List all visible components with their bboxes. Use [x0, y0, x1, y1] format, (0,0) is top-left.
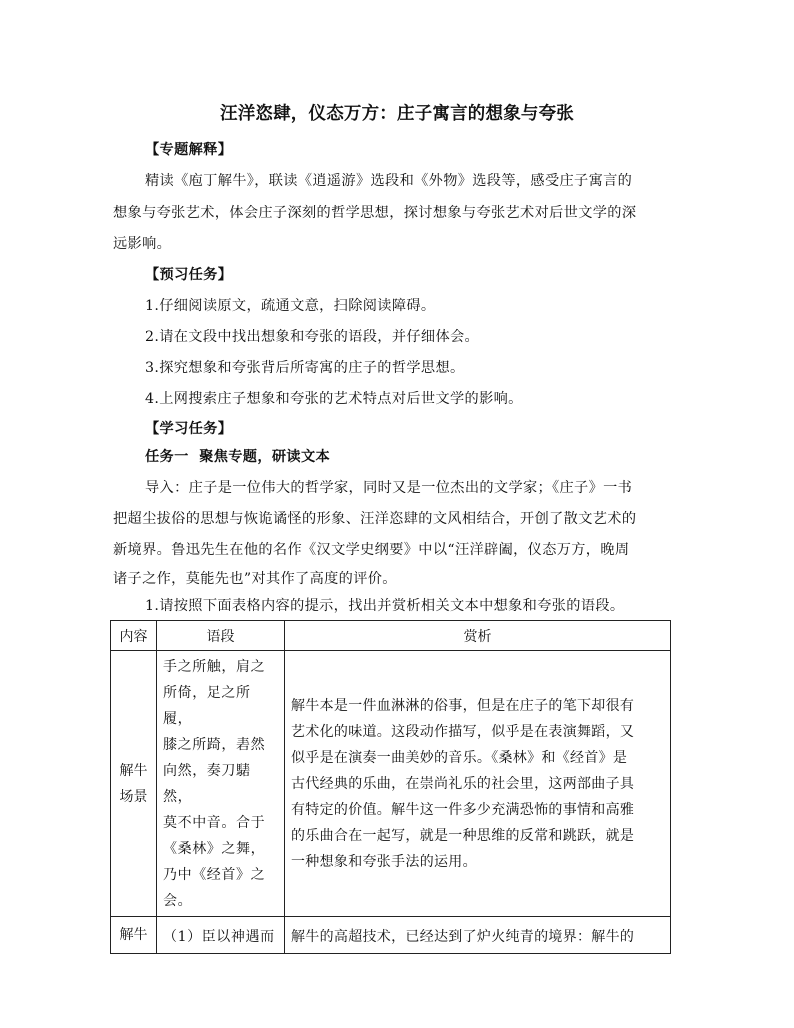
analysis-line: 似乎是在演奏一曲美妙的音乐。《桑林》和《经首》是 [291, 749, 628, 766]
row-label-cell [111, 917, 157, 954]
phrase-cell [157, 651, 285, 917]
phrase-line: 《桑林》之舞， [163, 841, 266, 857]
intro-paragraph-line: 精读《庖丁解牛》，联读《逍遥游》选段和《外物》选段等，感受庄子寓言的 [145, 173, 633, 189]
phrase-line: 莫不中音。合于 [163, 815, 266, 831]
task-heading: 任务一 聚焦专题，研读文本 [145, 449, 331, 465]
preview-item: 4.上网搜索庄子想象和夸张的艺术特点对后世文学的影响。 [145, 391, 523, 407]
table-header-cell: 语段 [157, 621, 285, 651]
analysis-cell [285, 917, 671, 954]
preview-item: 2.请在文段中找出想象和夸张的语段，并仔细体会。 [145, 329, 480, 345]
phrase-cell [157, 917, 285, 954]
analysis-cell [285, 651, 671, 917]
analysis-table [110, 620, 671, 954]
preview-item: 3.探究想象和夸张背后所寄寓的庄子的哲学思想。 [145, 360, 465, 376]
intro-paragraph-line: 远影响。 [113, 236, 172, 252]
table-row [111, 917, 671, 954]
row-label-line: 解牛 [119, 762, 148, 779]
row-label-line: 解牛 [119, 927, 148, 943]
row-label-cell [111, 651, 157, 917]
phrase-line: 乃中《经首》之 [163, 867, 266, 883]
analysis-line: 艺术化的味道。这段动作描写，似乎是在表演舞蹈，又 [291, 723, 635, 740]
guide-paragraph-line: 新境界。鲁迅先生在他的名作《汉文学史纲要》中以“汪洋辟阖，仪态万方，晚周 [113, 542, 630, 558]
phrase-line: 向然，奏刀騞然， [163, 763, 251, 805]
guide-paragraph-line: 诸子之作，莫能先也”对其作了高度的评价。 [113, 571, 397, 587]
guide-paragraph-line: 把超尘拔俗的思想与恢诡谲怪的形象、汪洋恣肆的文风相结合，开创了散文艺术的 [113, 511, 637, 527]
table-header-row [111, 621, 671, 651]
table-header-cell: 赏析 [285, 621, 671, 651]
phrase-line: 所倚，足之所履， [163, 685, 251, 727]
phrase-line: （1）臣以神遇而 [163, 929, 275, 945]
table-header-cell: 内容 [111, 621, 157, 651]
row-label-line: 场景 [119, 788, 148, 805]
phrase-line: 膝之所踦，砉然 [163, 737, 266, 753]
table-row [111, 651, 671, 917]
analysis-line: 一种想象和夸张手法的运用。 [291, 853, 477, 870]
analysis-line: 解牛本是一件血淋淋的俗事，但是在庄子的笔下却很有 [291, 697, 635, 714]
intro-paragraph-line: 想象与夸张艺术，体会庄子深刻的哲学思想，探讨想象与夸张艺术对后世文学的深 [113, 205, 637, 221]
analysis-line: 有特定的价值。解牛这一件多少充满恐怖的事情和高雅 [291, 801, 635, 818]
analysis-line: 的乐曲合在一起写，就是一种思维的反常和跳跃，就是 [291, 827, 635, 844]
guide-paragraph-line: 导入：庄子是一位伟大的哲学家，同时又是一位杰出的文学家；《庄子》一书 [145, 480, 633, 496]
phrase-line: 会。 [163, 893, 193, 909]
preview-item: 1.仔细阅读原文，疏通文意，扫除阅读障碍。 [145, 298, 436, 314]
section-heading-study: 【学习任务】 [145, 421, 233, 437]
section-heading-preview: 【预习任务】 [145, 267, 233, 283]
analysis-line: 解牛的高超技术，已经达到了炉火纯青的境界：解牛的 [291, 929, 635, 945]
phrase-line: 手之所触，肩之 [163, 659, 266, 675]
question-text: 1.请按照下面表格内容的提示，找出并赏析相关文本中想象和夸张的语段。 [145, 598, 625, 614]
analysis-line: 古代经典的乐曲，在崇尚礼乐的社会里，这两部曲子具 [291, 775, 635, 792]
page-title: 汪洋恣肆，仪态万方：庄子寓言的想象与夸张 [220, 104, 574, 124]
section-heading-intro: 【专题解释】 [145, 142, 233, 158]
